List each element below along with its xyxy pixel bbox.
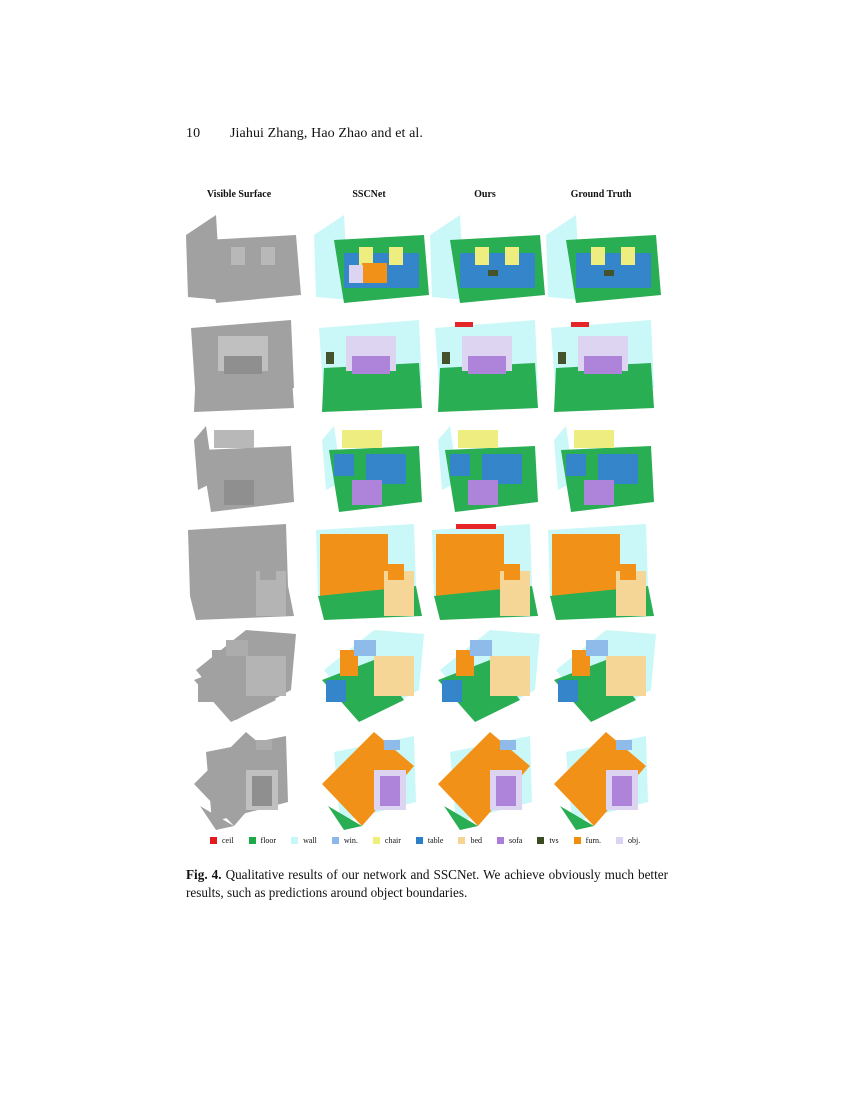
legend-item-chair xyxy=(373,836,401,845)
legend-item-bed xyxy=(458,836,482,845)
legend-item-wall xyxy=(291,836,317,845)
caption-text: Qualitative results of our network and SSCNet. We achieve obviously much better results, such as predictions around object boundaries. xyxy=(186,867,668,900)
legend-swatch xyxy=(537,837,544,844)
legend-item-ceil xyxy=(210,836,234,845)
scene-render xyxy=(536,205,666,313)
figure-legend xyxy=(210,833,670,847)
scene-3-visible-surface-image xyxy=(176,410,306,518)
legend-swatch xyxy=(210,837,217,844)
scene-render xyxy=(304,722,434,830)
legend-item-table xyxy=(416,836,444,845)
page-number: 10 xyxy=(186,126,201,141)
legend-swatch xyxy=(416,837,423,844)
scene-3-sscnet-image xyxy=(304,410,434,518)
scene-3-ours-image xyxy=(420,410,550,518)
scene-render xyxy=(536,620,666,728)
scene-4-visible-surface-image xyxy=(176,516,306,624)
figure-label: Fig. 4. xyxy=(186,867,222,882)
scene-1-visible-surface-image xyxy=(176,205,306,313)
scene-render xyxy=(176,205,306,313)
legend-label: win. xyxy=(343,835,358,845)
scene-render xyxy=(304,205,434,313)
scene-render xyxy=(420,410,550,518)
scene-render xyxy=(420,308,550,416)
scene-5-visible-surface-image xyxy=(176,620,306,728)
legend-label: sofa xyxy=(509,835,523,845)
scene-render xyxy=(176,516,306,624)
legend-swatch xyxy=(574,837,581,844)
scene-render xyxy=(420,620,550,728)
legend-swatch xyxy=(616,837,623,844)
scene-6-visible-surface-image xyxy=(176,722,306,830)
scene-1-sscnet-image xyxy=(304,205,434,313)
column-header-visible-surface: Visible Surface xyxy=(206,189,272,200)
scene-4-sscnet-image xyxy=(304,516,434,624)
legend-item-floor xyxy=(249,836,277,845)
legend-item-obj xyxy=(616,836,640,845)
scene-render xyxy=(176,620,306,728)
legend-label: tvs xyxy=(549,835,559,845)
legend-item-tvs xyxy=(537,836,558,845)
scene-1-ground-truth-image xyxy=(536,205,666,313)
legend-swatch xyxy=(291,837,298,844)
scene-render xyxy=(176,722,306,830)
scene-render xyxy=(420,516,550,624)
scene-render xyxy=(536,516,666,624)
scene-2-sscnet-image xyxy=(304,308,434,416)
scene-4-ours-image xyxy=(420,516,550,624)
legend-label: table xyxy=(427,835,444,845)
legend-label: bed xyxy=(470,835,482,845)
column-header-ours: Ours xyxy=(474,189,496,200)
scene-render xyxy=(304,620,434,728)
running-authors: Jiahui Zhang, Hao Zhao and et al. xyxy=(230,126,424,141)
legend-swatch xyxy=(332,837,339,844)
scene-3-ground-truth-image xyxy=(536,410,666,518)
figure-caption xyxy=(186,866,668,902)
scene-render xyxy=(304,516,434,624)
scene-render xyxy=(304,308,434,416)
legend-label: wall xyxy=(303,835,317,845)
scene-6-ground-truth-image xyxy=(536,722,666,830)
scene-render xyxy=(304,410,434,518)
scene-2-ground-truth-image xyxy=(536,308,666,416)
legend-label: floor xyxy=(260,835,277,845)
scene-1-ours-image xyxy=(420,205,550,313)
scene-5-sscnet-image xyxy=(304,620,434,728)
legend-item-furn xyxy=(574,836,601,845)
legend-label: furn. xyxy=(585,835,601,845)
scene-6-sscnet-image xyxy=(304,722,434,830)
scene-6-ours-image xyxy=(420,722,550,830)
scene-5-ours-image xyxy=(420,620,550,728)
scene-5-ground-truth-image xyxy=(536,620,666,728)
legend-item-sofa xyxy=(497,836,522,845)
page-header xyxy=(186,126,423,142)
column-header-ground-truth: Ground Truth xyxy=(570,189,632,200)
scene-render xyxy=(536,308,666,416)
scene-4-ground-truth-image xyxy=(536,516,666,624)
legend-label: obj. xyxy=(628,835,641,845)
scene-render xyxy=(536,410,666,518)
legend-label: chair xyxy=(384,835,401,845)
scene-2-visible-surface-image xyxy=(176,308,306,416)
scene-render xyxy=(176,308,306,416)
legend-swatch xyxy=(373,837,380,844)
legend-label: ceil xyxy=(222,835,234,845)
scene-render xyxy=(420,205,550,313)
legend-swatch xyxy=(497,837,504,844)
scene-2-ours-image xyxy=(420,308,550,416)
scene-render xyxy=(536,722,666,830)
legend-swatch xyxy=(458,837,465,844)
legend-swatch xyxy=(249,837,256,844)
legend-item-win xyxy=(332,836,358,845)
scene-render xyxy=(176,410,306,518)
column-header-sscnet: SSCNet xyxy=(352,189,386,200)
scene-render xyxy=(420,722,550,830)
